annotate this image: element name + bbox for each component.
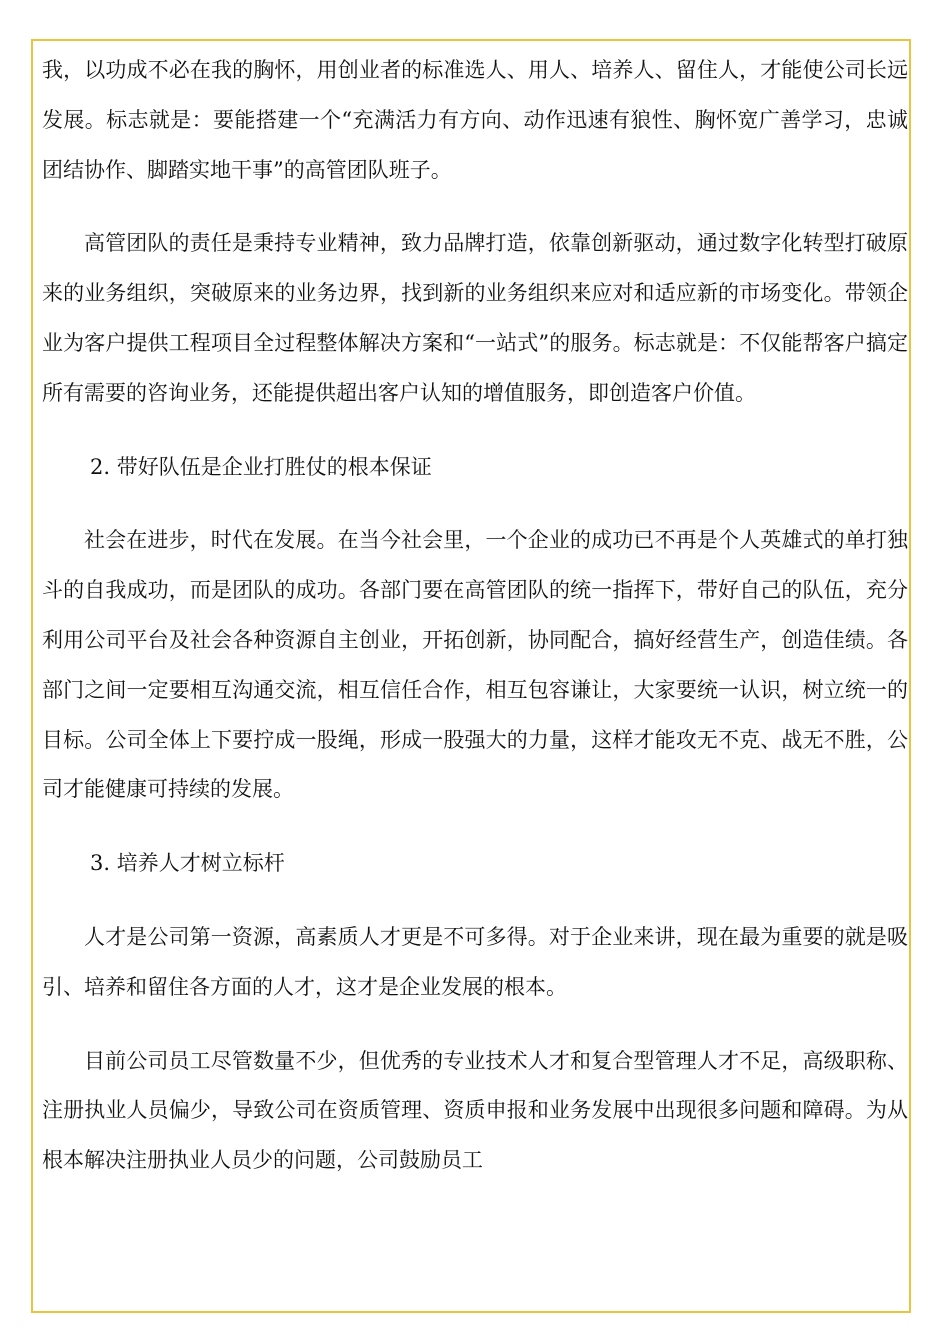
paragraph-2: 高管团队的责任是秉持专业精神，致力品牌打造，依靠创新驱动，通过数字化转型打破原来的业务组织，突破原来的业务边界，找到新的业务组织来应对和适应新的市场变化。带领企业为客户提供工程项目全过程整体解决方案和“一站式”的服务。标志就是：不仅能帮客户搞定所有需要的咨询业务，还能提供超出客户认知的增值服务，即创造客户价值。 — [42, 231, 908, 405]
document-body — [42, 46, 908, 1186]
paragraph-4: 人才是公司第一资源，高素质人才更是不可多得。对于企业来讲，现在最为重要的就是吸引、培养和留住各方面的人才，这才是企业发展的根本。 — [42, 924, 908, 999]
section-heading-2: 2. 带好队伍是企业打胜仗的根本保证 — [90, 454, 432, 479]
paragraph-3: 社会在进步，时代在发展。在当今社会里，一个企业的成功已不再是个人英雄式的单打独斗的自我成功，而是团队的成功。各部门要在高管团队的统一指挥下，带好自己的队伍，充分利用公司平台及社会各种资源自主创业，开拓创新，协同配合，搞好经营生产，创造佳绩。各部门之间一定要相互沟通交流，相互信任合作，相互包容谦让，大家要统一认识，树立统一的目标。公司全体上下要拧成一股绳，形成一股强大的力量，这样才能攻无不克、战无不胜，公司才能健康可持续的发展。 — [42, 528, 908, 802]
paragraph-1: 我，以功成不必在我的胸怀，用创业者的标准选人、用人、培养人、留住人，才能使公司长远发展。标志就是：要能搭建一个“充满活力有方向、动作迅速有狼性、胸怀宽广善学习，忠诚团结协作、脚踏实地干事”的高管团队班子。 — [42, 58, 908, 182]
section-heading-3: 3. 培养人才树立标杆 — [90, 851, 285, 876]
paragraph-5: 目前公司员工尽管数量不少，但优秀的专业技术人才和复合型管理人才不足，高级职称、注册执业人员偏少，导致公司在资质管理、资质申报和业务发展中出现很多问题和障碍。为从根本解决注册执业人员少的问题，公司鼓励员工 — [42, 1048, 908, 1173]
